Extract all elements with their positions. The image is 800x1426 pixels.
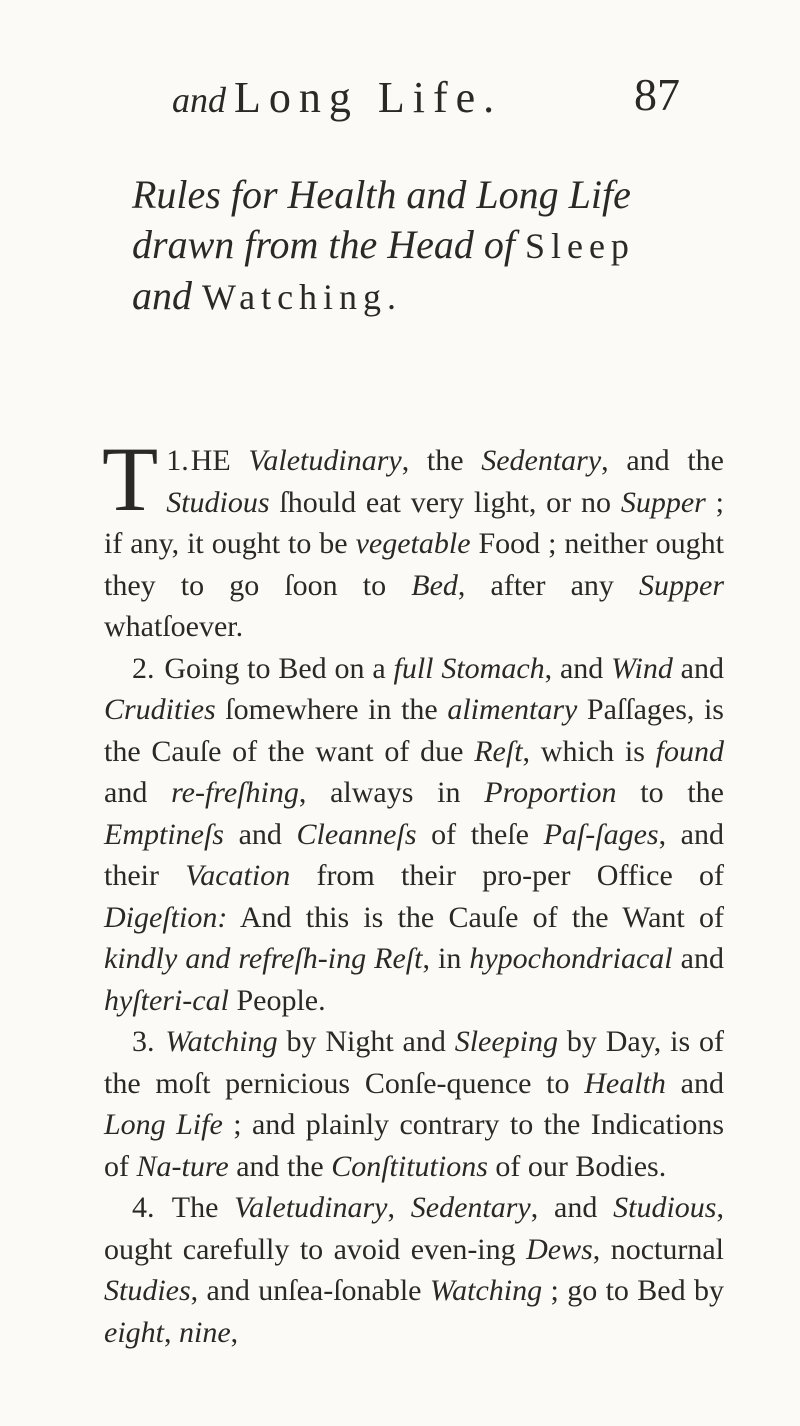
italic-term: vegetable — [355, 527, 471, 560]
heading-line-2 — [132, 220, 732, 271]
text-run: ſomewhere in the — [215, 693, 448, 726]
italic-term: re-freſhing — [171, 776, 299, 809]
italic-term: hypochondriacal — [469, 942, 673, 975]
text-run: ſhould eat very light, or no — [269, 485, 621, 519]
page-number: 87 — [634, 69, 680, 120]
text-run: and — [672, 942, 724, 975]
italic-term: Long Life — [104, 1108, 223, 1141]
italic-term: nine — [179, 1315, 231, 1349]
running-head — [172, 69, 720, 142]
italic-term: Studious — [166, 485, 270, 519]
paragraph-number: 3. — [132, 1025, 155, 1058]
italic-term: Watching — [165, 1025, 278, 1058]
paragraph-number: 1. — [166, 444, 189, 477]
text-run: and the — [228, 1149, 332, 1183]
italic-term: Sleeping — [454, 1025, 559, 1058]
italic-term: alimentary — [447, 693, 578, 726]
text-run: ; and plainly contrary to the Indications of — [104, 1108, 725, 1183]
body-text — [102, 428, 725, 1353]
italic-term: Supper — [620, 485, 706, 519]
text-run: , — [164, 1315, 179, 1349]
text-run: , and — [544, 651, 612, 685]
italic-term: Reſt — [474, 734, 523, 768]
italic-term: Proportion — [484, 776, 617, 809]
heading-line-2-text: drawn from the Head of — [132, 222, 515, 267]
italic-term: Valetudinary — [248, 444, 402, 477]
italic-term: Valetudinary — [234, 1191, 388, 1224]
text-run: to the — [616, 776, 724, 809]
text-run: , and the — [601, 444, 724, 477]
italic-term: Crudities — [104, 693, 216, 726]
text-run: of our Bodies. — [487, 1149, 667, 1183]
text-run: , the — [401, 444, 482, 477]
italic-term: Vacation — [185, 859, 291, 892]
paragraph-4 — [104, 1187, 724, 1353]
text-run: from their pro-per Office of — [290, 859, 725, 892]
italic-term: Paſ-ſages — [543, 817, 659, 851]
text-run: Going to Bed on a — [156, 651, 394, 685]
text-run: , in — [422, 942, 470, 975]
italic-term: Health — [584, 1066, 666, 1100]
italic-term: Watching — [429, 1274, 543, 1307]
text-run: ; go to Bed by — [542, 1274, 724, 1307]
text-run: , and — [530, 1191, 614, 1224]
text-run: , and unſea-ſonable — [190, 1274, 430, 1307]
drop-cap: T — [102, 428, 159, 530]
italic-term: kindly and refreſh-ing Reſt — [104, 942, 423, 975]
italic-term: full Stomach — [393, 651, 545, 685]
text-run: HE — [190, 444, 249, 477]
italic-term: Wind — [611, 651, 673, 685]
text-run: and — [104, 776, 172, 809]
text-run: by Day, is of the moſt pernicious Conſe-quence to — [104, 1025, 725, 1100]
paragraph-number: 4. — [132, 1191, 155, 1224]
text-run: by Night and — [277, 1025, 455, 1058]
italic-term: Digeſtion: — [104, 900, 228, 934]
italic-term: Dews — [526, 1232, 593, 1266]
paragraph-2 — [104, 648, 724, 1022]
paragraph-1 — [102, 428, 725, 648]
italic-term: Studies — [104, 1274, 191, 1307]
text-run: , — [230, 1315, 239, 1349]
heading-watching: Watching. — [202, 277, 403, 317]
text-run: , ought carefully to avoid even-ing — [104, 1191, 724, 1266]
heading-line-1: Rules for Health and Long Life — [132, 172, 631, 217]
text-run: , nocturnal — [592, 1232, 724, 1266]
text-run: and — [665, 1066, 724, 1100]
text-run: and — [672, 651, 724, 685]
italic-term: Sedentary — [481, 444, 602, 477]
italic-term: hyſteri-cal — [104, 983, 229, 1017]
paragraph-3 — [104, 1021, 724, 1187]
running-head-title: Long Life. — [234, 73, 503, 122]
text-run: And this is the Cauſe of the Want of — [227, 900, 724, 934]
heading-line-3 — [132, 271, 732, 322]
running-head-prefix: and — [172, 80, 226, 120]
text-run: Paſſages, is the Cauſe of the want of due — [104, 693, 724, 768]
text-run: Food ; neither ought they to go ſoon to — [104, 527, 724, 602]
text-run: , after any — [457, 568, 640, 602]
text-run: , and their — [104, 817, 724, 892]
text-run: People. — [228, 983, 326, 1017]
text-run: of theſe — [416, 817, 544, 851]
italic-term: eight — [104, 1315, 164, 1349]
text-run: , — [387, 1191, 411, 1224]
italic-term: Studious — [613, 1191, 717, 1224]
italic-term: Na-ture — [136, 1149, 229, 1183]
text-run: , which is — [522, 734, 656, 768]
text-run: ; if any, it ought to be — [104, 485, 724, 560]
italic-term: Cleanneſs — [296, 817, 417, 851]
heading-sleep: Sleep — [524, 226, 635, 266]
italic-term: Emptineſs — [104, 817, 224, 851]
italic-term: Sedentary — [410, 1191, 531, 1224]
text-run: , always in — [298, 776, 485, 809]
italic-term: found — [655, 734, 725, 768]
section-heading — [132, 170, 732, 322]
text-run: whatſoever. — [104, 610, 244, 643]
text-run: and — [224, 817, 297, 851]
text-run: The — [156, 1191, 235, 1224]
italic-term: Bed — [411, 568, 458, 602]
paragraph-number: 2. — [132, 651, 155, 685]
heading-and: and — [132, 273, 192, 318]
italic-term: Supper — [639, 568, 725, 602]
italic-term: Conſtitutions — [331, 1149, 488, 1183]
